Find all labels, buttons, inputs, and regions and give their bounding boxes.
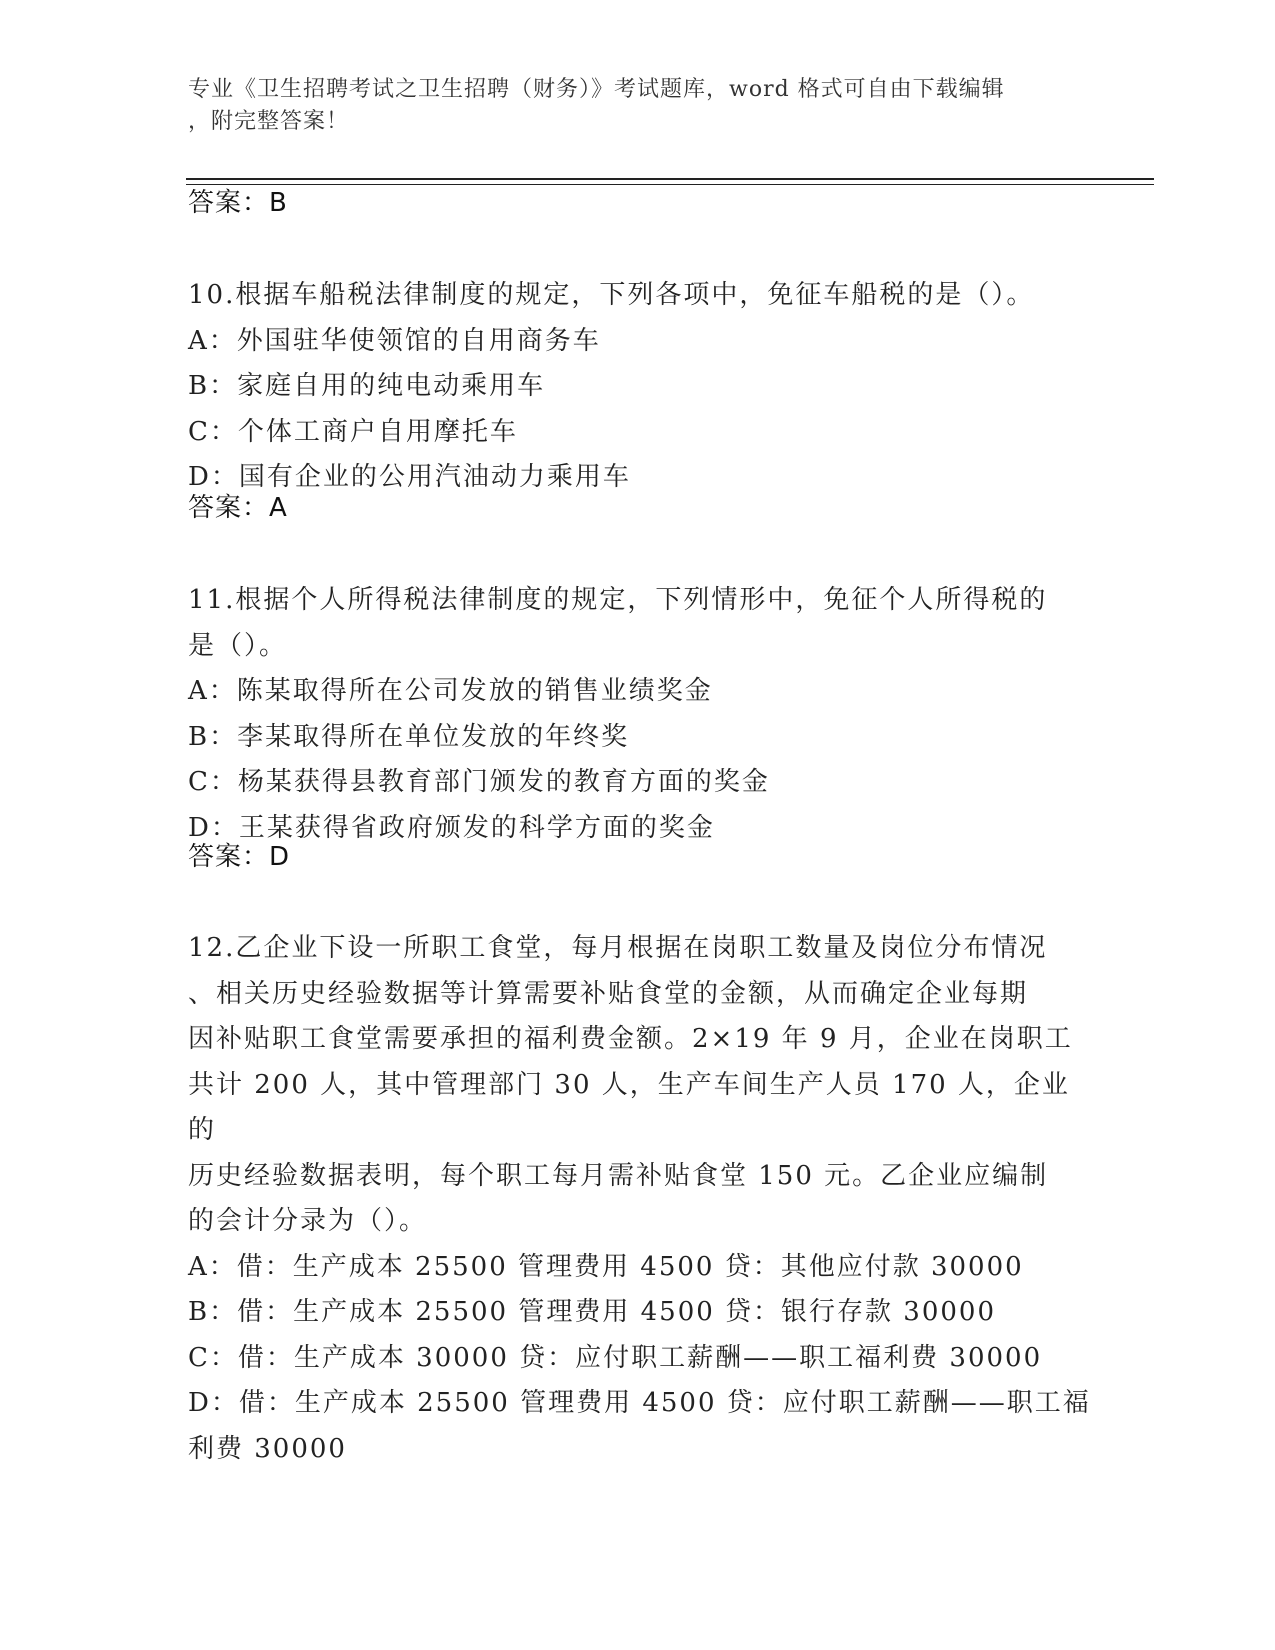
question-11-option-d: D：王某获得省政府颁发的科学方面的奖金 (188, 812, 715, 843)
question-10-answer: 答案：A (188, 493, 288, 523)
question-10-stem: 10.根据车船税法律制度的规定，下列各项中，免征车船税的是（）。 (188, 280, 1035, 310)
answer-prev: 答案：B (188, 188, 288, 218)
question-12-option-c: C：借：生产成本 30000 贷：应付职工薪酬——职工福利费 30000 (188, 1342, 1043, 1373)
question-11-option-a: A：陈某取得所在公司发放的销售业绩奖金 (188, 676, 713, 706)
question-12 (188, 926, 1091, 1472)
question-10-option-b: B：家庭自用的纯电动乘用车 (188, 371, 546, 401)
question-10-option-d: D：国有企业的公用汽油动力乘用车 (188, 462, 631, 492)
question-12-stem-line-6: 的会计分录为（）。 (188, 1206, 428, 1236)
question-12-stem-line-4: 共计 200 人，其中管理部门 30 人，生产车间生产人员 170 人，企业的 (188, 1069, 1070, 1145)
question-12-option-b: B：借：生产成本 25500 管理费用 4500 贷：银行存款 30000 (188, 1297, 997, 1327)
question-12-option-a: A：借：生产成本 25500 管理费用 4500 贷：其他应付款 30000 (188, 1251, 1024, 1282)
question-12-option-d-continued: 利费 30000 (188, 1433, 347, 1464)
header-line-2: ，附完整答案！ (188, 109, 350, 134)
question-10-option-a: A：外国驻华使领馆的自用商务车 (188, 325, 601, 356)
question-11 (188, 578, 1088, 851)
header-divider-thin (186, 184, 1154, 185)
question-12-stem-line-1: 12.乙企业下设一所职工食堂，每月根据在岗职工数量及岗位分布情况 (188, 933, 1048, 963)
header-line-1: 专业《卫生招聘考试之卫生招聘（财务）》考试题库，word 格式可自由下载编辑 (188, 77, 1005, 102)
page-header (188, 74, 1068, 138)
question-10-option-c: C：个体工商户自用摩托车 (188, 416, 518, 447)
question-12-stem-line-2: 、相关历史经验数据等计算需要补贴食堂的金额，从而确定企业每期 (188, 978, 1029, 1009)
question-11-stem-line-1: 11.根据个人所得税法律制度的规定，下列情形中，免征个人所得税的 (188, 585, 1048, 615)
question-12-stem-line-3: 因补贴职工食堂需要承担的福利费金额。2×19 年 9 月，企业在岗职工 (188, 1024, 1073, 1054)
question-10 (188, 273, 1088, 501)
question-11-option-b: B：李某取得所在单位发放的年终奖 (188, 721, 630, 752)
header-divider-thick (186, 178, 1154, 180)
question-11-option-c: C：杨某获得县教育部门颁发的教育方面的奖金 (188, 767, 770, 797)
question-11-stem-line-2: 是（）。 (188, 630, 288, 661)
question-12-option-d: D：借：生产成本 25500 管理费用 4500 贷：应付职工薪酬——职工福 (188, 1388, 1091, 1418)
question-12-stem-line-5: 历史经验数据表明，每个职工每月需补贴食堂 150 元。乙企业应编制 (188, 1160, 1049, 1191)
question-11-answer: 答案：D (188, 842, 291, 872)
